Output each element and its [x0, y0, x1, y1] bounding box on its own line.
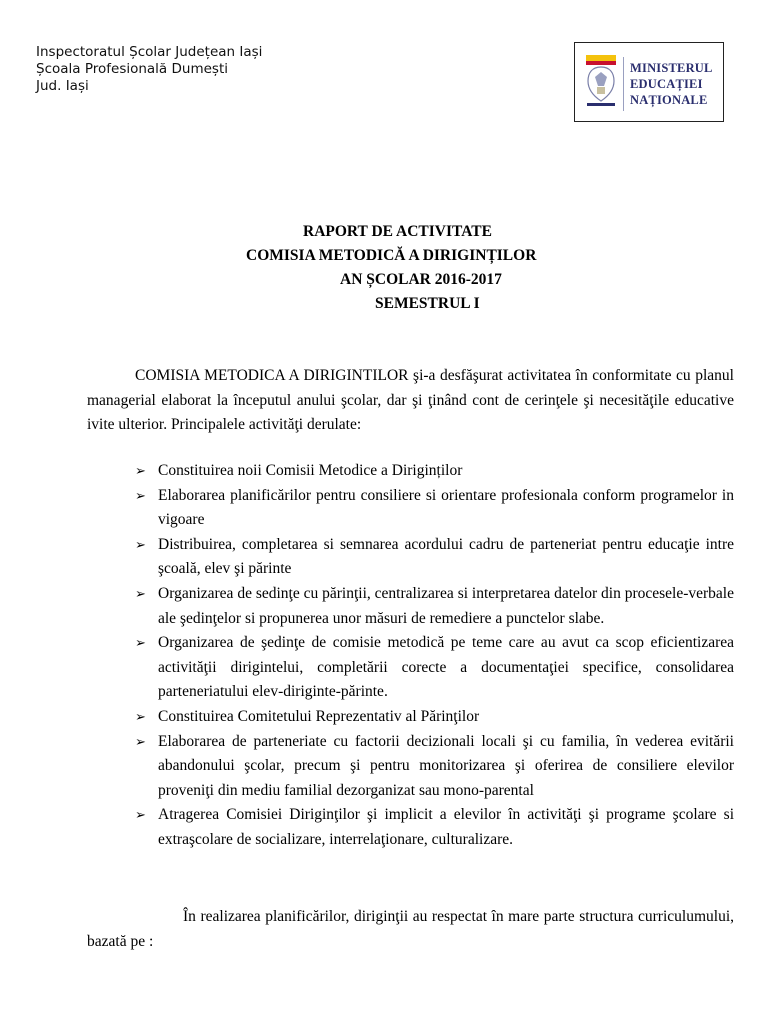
arrowhead-bullet-icon: ➢ [135, 635, 146, 651]
logo-line-2: EDUCAȚIEI [630, 77, 703, 91]
closing-paragraph: În realizarea planificărilor, diriginţii au respectat în mare parte structura curriculumului, bazată pe : [87, 908, 734, 950]
school-name: Școala Profesională Dumești [36, 61, 228, 77]
county-name: Jud. Iași [36, 78, 89, 94]
list-item [135, 459, 734, 484]
title-line-4: SEMESTRUL I [375, 295, 480, 312]
title-line-2: COMISIA METODICĂ A DIRIGINȚILOR [246, 247, 537, 264]
list-item [135, 705, 734, 730]
arrowhead-bullet-icon: ➢ [135, 536, 146, 552]
logo-line-1: MINISTERUL [630, 61, 713, 75]
list-item [135, 803, 734, 852]
list-item-text: Organizarea de sedinţe cu părinţii, centralizarea si interpretarea datelor din procesele-verbale ale şedinţelor si propunerea unor măsuri de remediere a punctelor slabe. [158, 584, 734, 627]
ministry-name [630, 60, 713, 108]
arrowhead-bullet-icon: ➢ [135, 585, 146, 601]
title-line-3: AN ȘCOLAR 2016-2017 [340, 271, 502, 288]
list-item-text: Distribuirea, completarea si semnarea acordului cadru de parteneriat pentru educaţie intre şcoală, elev şi părinte [158, 535, 734, 578]
list-item [135, 582, 734, 631]
arrowhead-bullet-icon: ➢ [135, 463, 146, 478]
arrowhead-bullet-icon: ➢ [135, 807, 146, 823]
list-item-text: Constituirea Comitetului Reprezentativ al Părinţilor [158, 707, 480, 725]
intro-paragraph: COMISIA METODICA A DIRIGINTILOR şi-a desfăşurat activitatea în conformitate cu planul managerial elaborat la începutul anului şcolar, dar şi ţinând cont de cerinţele şi necesităţile educative ivite ulterior. Principalele activităţi derulate: [87, 367, 734, 433]
ministry-logo [574, 42, 724, 122]
list-item [135, 484, 734, 533]
list-item [135, 730, 734, 804]
list-item-text: Atragerea Comisiei Diriginţilor şi implicit a elevilor în activităţi şi programe şcolare si extraşcolare de socializare, interrelaţionare, culturalizare. [158, 806, 734, 848]
list-item-text: Organizarea de şedinţe de comisie metodică pe teme care au avut ca scop eficientizarea activităţii dirigintelui, completării corecte a documentaţiei specifice, consolidarea parteneriatului elev-diriginte-părinte. [158, 634, 734, 701]
list-item-text: Elaborarea de parteneriate cu factorii decizionali locali şi cu familia, în vederea evitării abandonului şcolar, precum şi pentru monitorizarea şi oferirea de consiliere elevilor proveniţi din mediu familial dezorganizat sau mono-parental [158, 732, 734, 799]
logo-line-3: NAȚIONALE [630, 93, 708, 107]
arrowhead-bullet-icon: ➢ [135, 487, 146, 503]
inspectorate-name: Inspectoratul Școlar Județean Iași [36, 44, 263, 60]
school-header [36, 44, 262, 95]
list-item-text: Constituirea noii Comisii Metodice a Diriginților [158, 462, 463, 479]
activities-list [135, 459, 734, 853]
arrowhead-bullet-icon: ➢ [135, 708, 146, 724]
list-item [135, 533, 734, 582]
list-item [135, 631, 734, 705]
logo-divider [623, 57, 624, 111]
arrowhead-bullet-icon: ➢ [135, 733, 146, 749]
crest-icon [585, 55, 617, 107]
list-item-text: Elaborarea planificărilor pentru consiliere si orientare profesionala conform programelor in vigoare [158, 486, 734, 529]
title-line-1: RAPORT DE ACTIVITATE [303, 223, 492, 240]
